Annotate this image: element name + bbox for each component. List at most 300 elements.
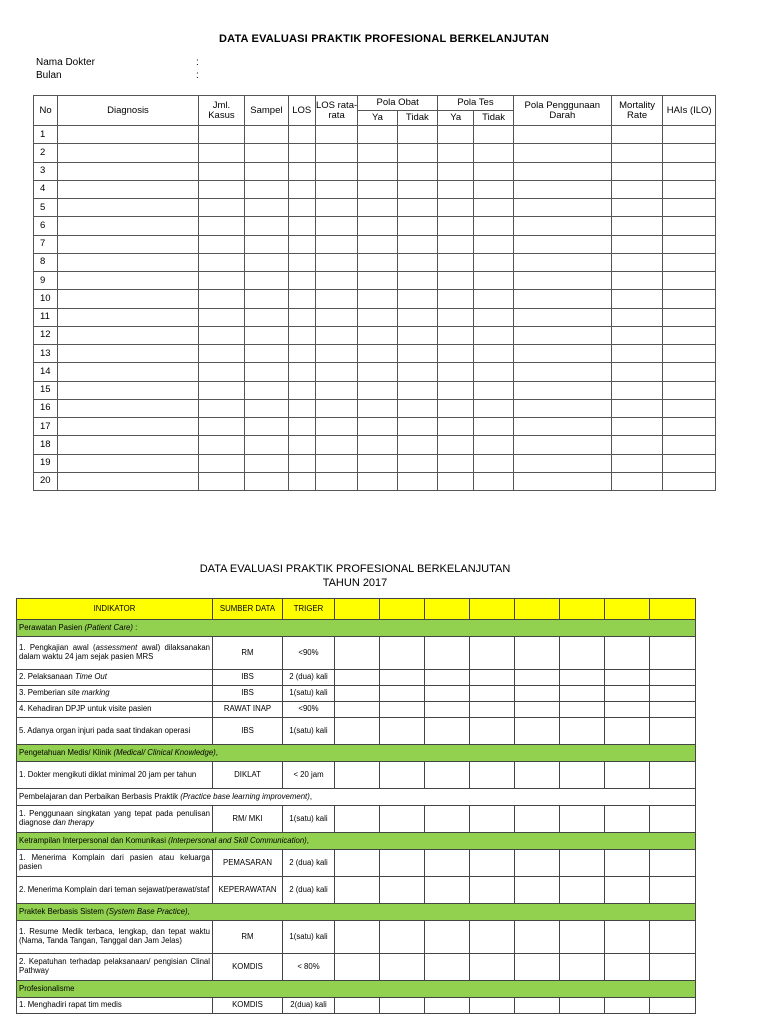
input-cell[interactable] [474, 126, 513, 144]
input-cell[interactable] [335, 850, 380, 877]
input-cell[interactable] [663, 363, 716, 381]
input-cell[interactable] [513, 308, 611, 326]
input-cell[interactable] [380, 637, 425, 670]
input-cell[interactable] [198, 308, 244, 326]
input-cell[interactable] [397, 180, 437, 198]
input-cell[interactable] [245, 253, 288, 271]
input-cell[interactable] [438, 308, 474, 326]
input-cell[interactable] [58, 399, 198, 417]
input-cell[interactable] [611, 272, 663, 290]
input-cell[interactable] [58, 454, 198, 472]
input-cell[interactable] [605, 686, 650, 702]
input-cell[interactable] [515, 637, 560, 670]
input-cell[interactable] [335, 637, 380, 670]
input-cell[interactable] [380, 702, 425, 718]
input-cell[interactable] [474, 217, 513, 235]
input-cell[interactable] [438, 363, 474, 381]
input-cell[interactable] [515, 850, 560, 877]
input-cell[interactable] [611, 381, 663, 399]
input-cell[interactable] [611, 436, 663, 454]
input-cell[interactable] [650, 998, 696, 1014]
input-cell[interactable] [335, 670, 380, 686]
input-cell[interactable] [358, 326, 397, 344]
input-cell[interactable] [611, 326, 663, 344]
input-cell[interactable] [245, 126, 288, 144]
input-cell[interactable] [198, 436, 244, 454]
input-cell[interactable] [397, 454, 437, 472]
input-cell[interactable] [288, 217, 315, 235]
input-cell[interactable] [663, 418, 716, 436]
input-cell[interactable] [288, 363, 315, 381]
input-cell[interactable] [438, 418, 474, 436]
input-cell[interactable] [474, 472, 513, 490]
input-cell[interactable] [560, 921, 605, 954]
input-cell[interactable] [358, 436, 397, 454]
input-cell[interactable] [513, 436, 611, 454]
input-cell[interactable] [245, 418, 288, 436]
input-cell[interactable] [663, 381, 716, 399]
input-cell[interactable] [438, 290, 474, 308]
input-cell[interactable] [470, 877, 515, 904]
input-cell[interactable] [470, 702, 515, 718]
input-cell[interactable] [560, 877, 605, 904]
input-cell[interactable] [58, 162, 198, 180]
input-cell[interactable] [560, 686, 605, 702]
input-cell[interactable] [358, 126, 397, 144]
input-cell[interactable] [198, 345, 244, 363]
input-cell[interactable] [474, 308, 513, 326]
input-cell[interactable] [380, 762, 425, 789]
input-cell[interactable] [650, 686, 696, 702]
input-cell[interactable] [198, 472, 244, 490]
input-cell[interactable] [425, 718, 470, 745]
input-cell[interactable] [438, 253, 474, 271]
input-cell[interactable] [315, 180, 357, 198]
input-cell[interactable] [663, 454, 716, 472]
input-cell[interactable] [605, 670, 650, 686]
input-cell[interactable] [605, 637, 650, 670]
input-cell[interactable] [58, 436, 198, 454]
input-cell[interactable] [560, 702, 605, 718]
input-cell[interactable] [198, 290, 244, 308]
input-cell[interactable] [611, 454, 663, 472]
input-cell[interactable] [513, 162, 611, 180]
input-cell[interactable] [611, 345, 663, 363]
input-cell[interactable] [560, 806, 605, 833]
input-cell[interactable] [198, 272, 244, 290]
input-cell[interactable] [245, 217, 288, 235]
input-cell[interactable] [611, 308, 663, 326]
input-cell[interactable] [315, 399, 357, 417]
input-cell[interactable] [470, 686, 515, 702]
input-cell[interactable] [288, 399, 315, 417]
input-cell[interactable] [397, 126, 437, 144]
input-cell[interactable] [470, 806, 515, 833]
input-cell[interactable] [245, 345, 288, 363]
input-cell[interactable] [474, 326, 513, 344]
input-cell[interactable] [663, 308, 716, 326]
input-cell[interactable] [515, 686, 560, 702]
input-cell[interactable] [288, 308, 315, 326]
input-cell[interactable] [335, 998, 380, 1014]
input-cell[interactable] [438, 180, 474, 198]
input-cell[interactable] [611, 363, 663, 381]
input-cell[interactable] [245, 272, 288, 290]
input-cell[interactable] [611, 290, 663, 308]
input-cell[interactable] [315, 326, 357, 344]
input-cell[interactable] [474, 235, 513, 253]
input-cell[interactable] [663, 144, 716, 162]
input-cell[interactable] [605, 998, 650, 1014]
input-cell[interactable] [513, 326, 611, 344]
input-cell[interactable] [438, 272, 474, 290]
input-cell[interactable] [425, 686, 470, 702]
input-cell[interactable] [358, 454, 397, 472]
input-cell[interactable] [358, 472, 397, 490]
input-cell[interactable] [198, 418, 244, 436]
input-cell[interactable] [335, 921, 380, 954]
input-cell[interactable] [58, 418, 198, 436]
input-cell[interactable] [513, 180, 611, 198]
input-cell[interactable] [397, 253, 437, 271]
input-cell[interactable] [315, 272, 357, 290]
input-cell[interactable] [513, 144, 611, 162]
input-cell[interactable] [474, 436, 513, 454]
input-cell[interactable] [611, 399, 663, 417]
input-cell[interactable] [513, 272, 611, 290]
input-cell[interactable] [198, 162, 244, 180]
input-cell[interactable] [380, 806, 425, 833]
input-cell[interactable] [513, 253, 611, 271]
input-cell[interactable] [288, 162, 315, 180]
input-cell[interactable] [605, 850, 650, 877]
input-cell[interactable] [474, 381, 513, 399]
input-cell[interactable] [58, 272, 198, 290]
input-cell[interactable] [513, 217, 611, 235]
input-cell[interactable] [335, 702, 380, 718]
input-cell[interactable] [611, 199, 663, 217]
input-cell[interactable] [315, 290, 357, 308]
input-cell[interactable] [315, 144, 357, 162]
input-cell[interactable] [650, 877, 696, 904]
input-cell[interactable] [198, 126, 244, 144]
input-cell[interactable] [315, 472, 357, 490]
input-cell[interactable] [58, 381, 198, 399]
input-cell[interactable] [605, 702, 650, 718]
input-cell[interactable] [358, 180, 397, 198]
input-cell[interactable] [470, 998, 515, 1014]
input-cell[interactable] [513, 418, 611, 436]
input-cell[interactable] [58, 326, 198, 344]
input-cell[interactable] [470, 921, 515, 954]
input-cell[interactable] [198, 180, 244, 198]
input-cell[interactable] [380, 850, 425, 877]
input-cell[interactable] [611, 217, 663, 235]
input-cell[interactable] [58, 253, 198, 271]
input-cell[interactable] [474, 399, 513, 417]
input-cell[interactable] [58, 180, 198, 198]
input-cell[interactable] [245, 162, 288, 180]
input-cell[interactable] [650, 850, 696, 877]
input-cell[interactable] [474, 253, 513, 271]
input-cell[interactable] [397, 345, 437, 363]
input-cell[interactable] [198, 326, 244, 344]
input-cell[interactable] [605, 806, 650, 833]
input-cell[interactable] [650, 921, 696, 954]
input-cell[interactable] [288, 436, 315, 454]
input-cell[interactable] [474, 454, 513, 472]
input-cell[interactable] [611, 180, 663, 198]
input-cell[interactable] [245, 454, 288, 472]
input-cell[interactable] [611, 418, 663, 436]
input-cell[interactable] [380, 670, 425, 686]
input-cell[interactable] [513, 399, 611, 417]
input-cell[interactable] [198, 144, 244, 162]
input-cell[interactable] [474, 199, 513, 217]
input-cell[interactable] [663, 399, 716, 417]
input-cell[interactable] [650, 806, 696, 833]
input-cell[interactable] [397, 326, 437, 344]
input-cell[interactable] [474, 162, 513, 180]
input-cell[interactable] [358, 399, 397, 417]
input-cell[interactable] [474, 180, 513, 198]
input-cell[interactable] [397, 290, 437, 308]
input-cell[interactable] [315, 162, 357, 180]
input-cell[interactable] [650, 762, 696, 789]
input-cell[interactable] [425, 877, 470, 904]
input-cell[interactable] [58, 126, 198, 144]
input-cell[interactable] [438, 381, 474, 399]
input-cell[interactable] [358, 253, 397, 271]
input-cell[interactable] [515, 762, 560, 789]
input-cell[interactable] [380, 686, 425, 702]
input-cell[interactable] [515, 954, 560, 981]
input-cell[interactable] [474, 272, 513, 290]
input-cell[interactable] [288, 235, 315, 253]
input-cell[interactable] [358, 308, 397, 326]
input-cell[interactable] [560, 718, 605, 745]
input-cell[interactable] [513, 381, 611, 399]
input-cell[interactable] [288, 272, 315, 290]
input-cell[interactable] [605, 718, 650, 745]
input-cell[interactable] [425, 921, 470, 954]
input-cell[interactable] [605, 921, 650, 954]
input-cell[interactable] [245, 472, 288, 490]
input-cell[interactable] [335, 762, 380, 789]
input-cell[interactable] [358, 418, 397, 436]
input-cell[interactable] [513, 363, 611, 381]
input-cell[interactable] [470, 670, 515, 686]
input-cell[interactable] [425, 850, 470, 877]
input-cell[interactable] [397, 472, 437, 490]
input-cell[interactable] [198, 454, 244, 472]
input-cell[interactable] [663, 272, 716, 290]
input-cell[interactable] [380, 998, 425, 1014]
input-cell[interactable] [315, 363, 357, 381]
input-cell[interactable] [58, 472, 198, 490]
input-cell[interactable] [358, 381, 397, 399]
input-cell[interactable] [605, 954, 650, 981]
input-cell[interactable] [358, 235, 397, 253]
input-cell[interactable] [315, 381, 357, 399]
input-cell[interactable] [315, 436, 357, 454]
input-cell[interactable] [198, 381, 244, 399]
input-cell[interactable] [663, 253, 716, 271]
input-cell[interactable] [663, 326, 716, 344]
input-cell[interactable] [470, 850, 515, 877]
input-cell[interactable] [245, 235, 288, 253]
input-cell[interactable] [605, 762, 650, 789]
input-cell[interactable] [611, 472, 663, 490]
input-cell[interactable] [438, 162, 474, 180]
input-cell[interactable] [198, 235, 244, 253]
input-cell[interactable] [358, 290, 397, 308]
input-cell[interactable] [425, 806, 470, 833]
input-cell[interactable] [611, 162, 663, 180]
input-cell[interactable] [315, 418, 357, 436]
input-cell[interactable] [515, 998, 560, 1014]
input-cell[interactable] [335, 954, 380, 981]
input-cell[interactable] [650, 954, 696, 981]
input-cell[interactable] [513, 235, 611, 253]
input-cell[interactable] [438, 144, 474, 162]
input-cell[interactable] [245, 381, 288, 399]
input-cell[interactable] [650, 670, 696, 686]
input-cell[interactable] [198, 363, 244, 381]
input-cell[interactable] [397, 217, 437, 235]
input-cell[interactable] [560, 637, 605, 670]
input-cell[interactable] [438, 235, 474, 253]
input-cell[interactable] [358, 272, 397, 290]
input-cell[interactable] [245, 363, 288, 381]
input-cell[interactable] [560, 850, 605, 877]
input-cell[interactable] [560, 670, 605, 686]
input-cell[interactable] [474, 144, 513, 162]
input-cell[interactable] [358, 217, 397, 235]
input-cell[interactable] [335, 686, 380, 702]
input-cell[interactable] [315, 235, 357, 253]
input-cell[interactable] [663, 126, 716, 144]
input-cell[interactable] [474, 345, 513, 363]
input-cell[interactable] [288, 345, 315, 363]
input-cell[interactable] [438, 217, 474, 235]
input-cell[interactable] [438, 454, 474, 472]
input-cell[interactable] [397, 399, 437, 417]
input-cell[interactable] [513, 472, 611, 490]
input-cell[interactable] [438, 399, 474, 417]
input-cell[interactable] [663, 162, 716, 180]
input-cell[interactable] [380, 718, 425, 745]
input-cell[interactable] [245, 144, 288, 162]
input-cell[interactable] [397, 418, 437, 436]
input-cell[interactable] [288, 290, 315, 308]
input-cell[interactable] [425, 670, 470, 686]
input-cell[interactable] [58, 199, 198, 217]
input-cell[interactable] [515, 702, 560, 718]
input-cell[interactable] [513, 199, 611, 217]
input-cell[interactable] [288, 199, 315, 217]
input-cell[interactable] [650, 702, 696, 718]
input-cell[interactable] [438, 126, 474, 144]
input-cell[interactable] [198, 253, 244, 271]
input-cell[interactable] [315, 308, 357, 326]
input-cell[interactable] [288, 180, 315, 198]
input-cell[interactable] [650, 637, 696, 670]
input-cell[interactable] [335, 877, 380, 904]
input-cell[interactable] [335, 718, 380, 745]
input-cell[interactable] [650, 718, 696, 745]
input-cell[interactable] [663, 199, 716, 217]
input-cell[interactable] [425, 954, 470, 981]
input-cell[interactable] [605, 877, 650, 904]
input-cell[interactable] [58, 235, 198, 253]
input-cell[interactable] [315, 345, 357, 363]
input-cell[interactable] [288, 472, 315, 490]
input-cell[interactable] [288, 418, 315, 436]
input-cell[interactable] [315, 199, 357, 217]
input-cell[interactable] [245, 180, 288, 198]
input-cell[interactable] [358, 199, 397, 217]
input-cell[interactable] [288, 144, 315, 162]
input-cell[interactable] [397, 272, 437, 290]
input-cell[interactable] [611, 144, 663, 162]
input-cell[interactable] [245, 290, 288, 308]
input-cell[interactable] [397, 363, 437, 381]
input-cell[interactable] [425, 762, 470, 789]
input-cell[interactable] [245, 308, 288, 326]
input-cell[interactable] [288, 126, 315, 144]
input-cell[interactable] [288, 381, 315, 399]
input-cell[interactable] [663, 436, 716, 454]
input-cell[interactable] [425, 702, 470, 718]
input-cell[interactable] [358, 345, 397, 363]
input-cell[interactable] [198, 199, 244, 217]
input-cell[interactable] [438, 326, 474, 344]
input-cell[interactable] [198, 399, 244, 417]
input-cell[interactable] [380, 954, 425, 981]
input-cell[interactable] [58, 345, 198, 363]
input-cell[interactable] [470, 718, 515, 745]
input-cell[interactable] [245, 436, 288, 454]
input-cell[interactable] [611, 235, 663, 253]
input-cell[interactable] [380, 921, 425, 954]
input-cell[interactable] [663, 217, 716, 235]
input-cell[interactable] [397, 199, 437, 217]
input-cell[interactable] [560, 998, 605, 1014]
input-cell[interactable] [245, 199, 288, 217]
input-cell[interactable] [288, 253, 315, 271]
input-cell[interactable] [58, 290, 198, 308]
input-cell[interactable] [515, 670, 560, 686]
input-cell[interactable] [288, 326, 315, 344]
input-cell[interactable] [397, 235, 437, 253]
input-cell[interactable] [397, 162, 437, 180]
input-cell[interactable] [58, 363, 198, 381]
input-cell[interactable] [663, 290, 716, 308]
input-cell[interactable] [438, 199, 474, 217]
input-cell[interactable] [474, 418, 513, 436]
input-cell[interactable] [58, 217, 198, 235]
input-cell[interactable] [358, 162, 397, 180]
input-cell[interactable] [397, 144, 437, 162]
input-cell[interactable] [397, 381, 437, 399]
input-cell[interactable] [474, 363, 513, 381]
input-cell[interactable] [315, 454, 357, 472]
input-cell[interactable] [425, 998, 470, 1014]
input-cell[interactable] [58, 308, 198, 326]
input-cell[interactable] [438, 345, 474, 363]
input-cell[interactable] [474, 290, 513, 308]
